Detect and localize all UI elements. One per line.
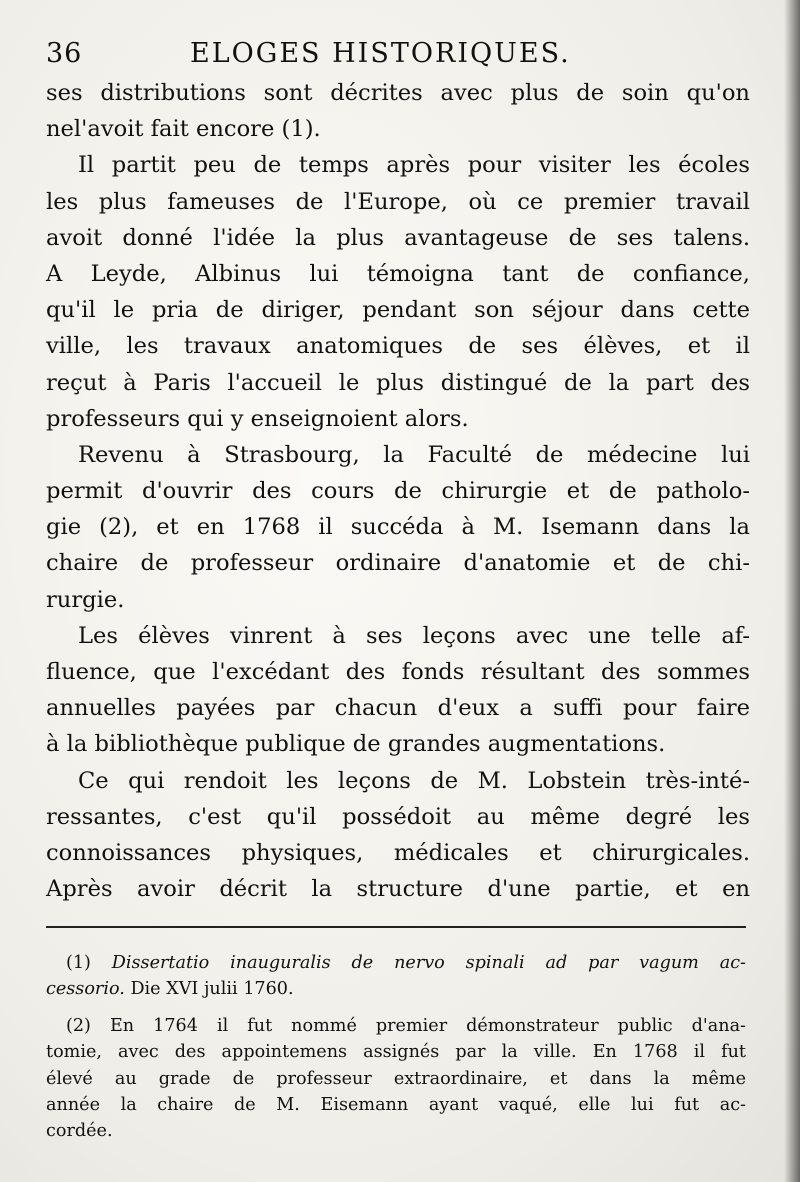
text-line: ses distributions sont décrites avec plus de soin qu'on: [46, 80, 750, 106]
text-line: rurgie.: [46, 586, 125, 613]
text-line: les plus fameuses de l'Europe, où ce premier travail: [46, 188, 750, 215]
text-line: Il partit peu de temps après pour visiter les écoles: [78, 152, 750, 179]
text-line: à la bibliothèque publique de grandes augmentations.: [46, 731, 666, 758]
footnote-1-date: Die XVI julii 1760.: [130, 979, 294, 1000]
text-line: professeurs qui y enseignoient alors.: [46, 405, 469, 432]
footnote-1-title-end: cessorio.: [46, 979, 125, 1000]
text-line: A Leyde, Albinus lui témoigna tant de confiance,: [46, 260, 750, 287]
text-line: ressantes, c'est qu'il possédoit au même degré les: [46, 803, 750, 830]
footnote-2-line: cordée.: [46, 1121, 113, 1142]
footnote-divider: [46, 926, 746, 928]
footnote-1-title: Dissertatio inauguralis de nervo spinali ad par vagum ac-: [111, 953, 747, 973]
footnote-1-line: [46, 950, 746, 976]
text-line: connoissances physiques, médicales et chirurgicales.: [46, 839, 750, 866]
text-line: fluence, que l'excédant des fonds résultant des sommes: [46, 659, 750, 685]
text-line: Après avoir décrit la structure d'une partie, et en: [46, 876, 750, 903]
text-line: reçut à Paris l'accueil le plus distingué de la part des: [46, 369, 750, 396]
text-line: annuelles payées par chacun d'eux a suffi pour faire: [46, 695, 750, 722]
text-line: permit d'ouvrir des cours de chirurgie et de patholo-: [46, 478, 750, 505]
text-line: avoit donné l'idée la plus avantageuse de ses talens.: [46, 224, 750, 251]
running-title: ELOGES HISTORIQUES.: [190, 38, 571, 69]
footnote-1-line: [46, 976, 746, 1002]
text-line: chaire de professeur ordinaire d'anatomie et de chi-: [46, 550, 750, 577]
footnotes: [46, 950, 746, 1145]
body-text: [46, 75, 750, 907]
footnote-2-line: année la chaire de M. Eisemann ayant vaqué, elle lui fut ac-: [46, 1094, 746, 1115]
text-line: nel'avoit fait encore (1).: [46, 116, 321, 143]
text-line: qu'il le pria de diriger, pendant son séjour dans cette: [46, 297, 750, 324]
page-header: [46, 38, 766, 78]
text-line: Revenu à Strasbourg, la Faculté de médecine lui: [78, 441, 750, 468]
footnote-1-marker: (1): [66, 953, 91, 973]
text-line: gie (2), et en 1768 il succéda à M. Isemann dans la: [46, 514, 750, 541]
text-line: Ce qui rendoit les leçons de M. Lobstein très-inté-: [78, 767, 750, 794]
footnote-2-line: élevé au grade de professeur extraordinaire, et dans la même: [46, 1068, 746, 1089]
page-number: 36: [46, 38, 83, 69]
page-edge-shadow: [784, 0, 800, 1182]
footnote-2-line: (2) En 1764 il fut nommé premier démonstrateur public d'ana-: [66, 1015, 746, 1036]
text-line: Les élèves vinrent à ses leçons avec une telle af-: [78, 622, 750, 649]
text-line: ville, les travaux anatomiques de ses élèves, et il: [46, 333, 750, 360]
footnote-2-line: tomie, avec des appointemens assignés par la ville. En 1768 il fut: [46, 1042, 746, 1063]
